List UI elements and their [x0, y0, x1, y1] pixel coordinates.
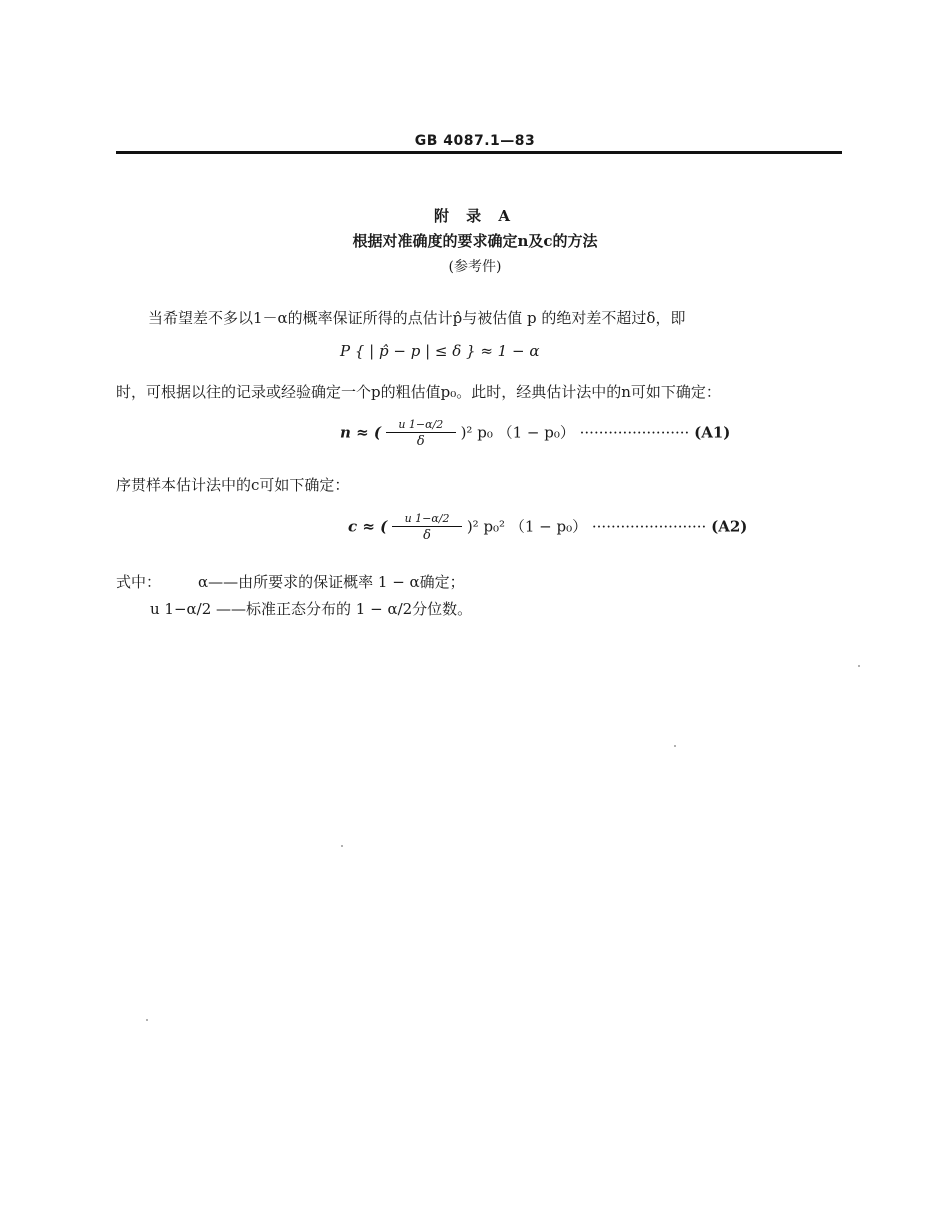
eq1-numerator: u 1−α/2 — [398, 418, 444, 431]
eq2-lhs: c ≈ ( — [348, 517, 388, 536]
eq2-label: (A2) — [711, 517, 748, 536]
appendix-title: 根据对准确度的要求确定n及c的方法 — [352, 232, 598, 250]
equation-a2 — [348, 512, 747, 543]
eq2-fraction-bar — [392, 526, 462, 527]
eq2-numerator: u 1−α/2 — [404, 512, 450, 525]
eq2-rhs: )² p₀² （1 − p₀） — [466, 517, 588, 536]
eq2-fraction — [392, 512, 462, 543]
definition-u: u 1−α/2 ——标准正态分布的 1 − α/2分位数。 — [150, 600, 473, 618]
where-label: 式中： — [116, 573, 162, 591]
appendix-label: 附 录 A — [433, 207, 517, 225]
eq1-leader-dots: ······················· — [579, 423, 690, 442]
paragraph-2: 时，可根据以往的记录或经验确定一个p的粗估值p₀。此时，经典估计法中的n可如下确定： — [116, 383, 721, 401]
eq1-label: (A1) — [694, 423, 731, 442]
eq2-denominator: δ — [423, 528, 431, 543]
header-rule — [116, 151, 842, 154]
appendix-note: (参考件) — [448, 259, 502, 275]
standard-code-header: GB 4087.1—83 — [414, 133, 536, 149]
scan-speck — [341, 845, 343, 847]
eq2-leader-dots: ························ — [591, 517, 707, 536]
eq1-fraction — [386, 418, 456, 449]
eq1-denominator: δ — [416, 434, 425, 449]
eq1-rhs: )² p₀ （1 − p₀） — [460, 423, 575, 442]
equation-a1 — [340, 418, 730, 449]
scan-speck — [858, 665, 860, 667]
eq1-fraction-bar — [386, 432, 456, 433]
paragraph-1: 当希望差不多以1－α的概率保证所得的点估计p̂与被估值 p 的绝对差不超过δ，即 — [148, 309, 686, 327]
definition-alpha: α——由所要求的保证概率 1 − α确定； — [198, 573, 465, 591]
paragraph-3: 序贯样本估计法中的c可如下确定： — [116, 476, 350, 494]
scan-speck — [674, 745, 676, 747]
eq1-lhs: n ≈ ( — [340, 423, 382, 442]
inequality: P { | p̂ − p | ≤ δ } ≈ 1 − α — [340, 342, 540, 360]
scan-speck — [146, 1019, 148, 1021]
